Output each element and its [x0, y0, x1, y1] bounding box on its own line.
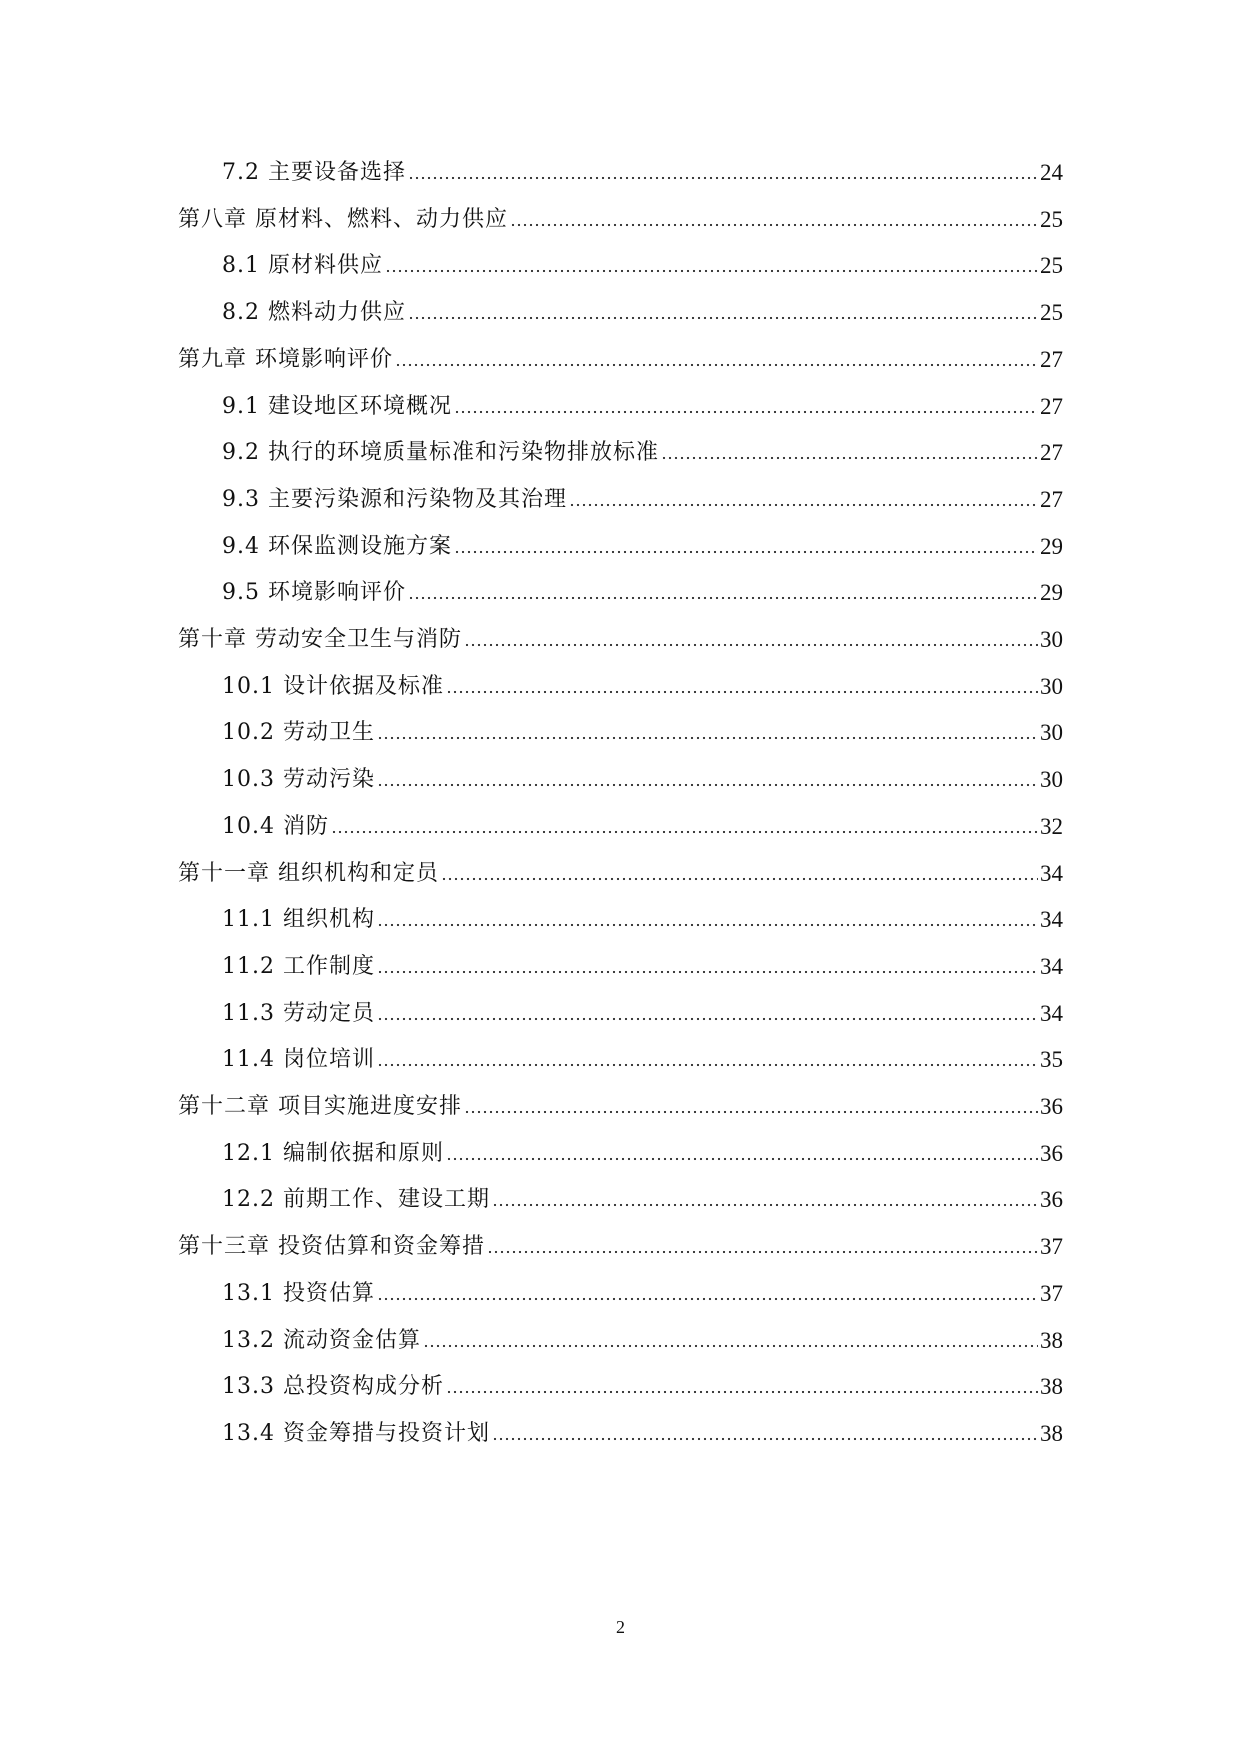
toc-entry-page: 34 — [1040, 907, 1063, 932]
dot-leader — [492, 1178, 1038, 1222]
dot-leader — [385, 244, 1038, 288]
toc-section-entry — [0, 244, 1241, 288]
toc-entry-page: 36 — [1040, 1141, 1063, 1166]
toc-entry-title: 10.4 消防 — [222, 814, 329, 839]
toc-entry-title: 9.4 环保监测设施方案 — [222, 534, 452, 559]
toc-entry-title: 13.2 流动资金估算 — [222, 1328, 421, 1353]
dot-leader — [377, 758, 1038, 802]
toc-entry-page: 36 — [1040, 1187, 1063, 1212]
dot-leader — [377, 945, 1038, 989]
toc-section-entry — [0, 525, 1241, 569]
toc-entry-title: 9.1 建设地区环境概况 — [222, 394, 452, 419]
toc-entry-title: 第十章 劳动安全卫生与消防 — [178, 627, 462, 652]
toc-entry-page: 29 — [1040, 534, 1063, 559]
toc-entry-title: 第十二章 项目实施进度安排 — [178, 1094, 462, 1119]
toc-section-entry — [0, 1272, 1241, 1316]
toc-section-entry — [0, 898, 1241, 942]
toc-entry-page: 27 — [1040, 347, 1063, 372]
dot-leader — [492, 1412, 1038, 1456]
dot-leader — [377, 711, 1038, 755]
toc-entry-title: 9.2 执行的环境质量标准和污染物排放标准 — [222, 440, 659, 465]
toc-entry-title: 11.1 组织机构 — [222, 907, 375, 932]
toc-section-entry — [0, 992, 1241, 1036]
page-number: 2 — [616, 1617, 625, 1637]
toc-section-entry — [0, 1132, 1241, 1176]
dot-leader — [487, 1225, 1038, 1269]
toc-entry-page: 34 — [1040, 861, 1063, 886]
toc-entry-title: 13.4 资金筹措与投资计划 — [222, 1421, 490, 1446]
toc-section-entry — [0, 151, 1241, 195]
toc-entry-title: 11.2 工作制度 — [222, 954, 375, 979]
toc-section-entry — [0, 1412, 1241, 1456]
toc-entry-page: 27 — [1040, 394, 1063, 419]
toc-entry-title: 10.3 劳动污染 — [222, 767, 375, 792]
toc-section-entry — [0, 1319, 1241, 1363]
toc-entry-page: 30 — [1040, 767, 1063, 792]
dot-leader — [408, 571, 1038, 615]
toc-entry-page: 25 — [1040, 300, 1063, 325]
toc-entry-title: 12.1 编制依据和原则 — [222, 1141, 444, 1166]
dot-leader — [441, 852, 1038, 896]
dot-leader — [464, 1085, 1038, 1129]
toc-entry-title: 7.2 主要设备选择 — [222, 160, 406, 185]
toc-section-entry — [0, 665, 1241, 709]
toc-entry-page: 25 — [1040, 253, 1063, 278]
dot-leader — [464, 618, 1038, 662]
toc-section-entry — [0, 945, 1241, 989]
toc-chapter-entry — [0, 1225, 1241, 1269]
toc-entry-page: 38 — [1040, 1421, 1063, 1446]
toc-section-entry — [0, 1038, 1241, 1082]
dot-leader — [454, 525, 1038, 569]
dot-leader — [454, 385, 1038, 429]
dot-leader — [446, 1132, 1038, 1176]
toc-section-entry — [0, 1178, 1241, 1222]
toc-chapter-entry — [0, 198, 1241, 242]
dot-leader — [395, 338, 1038, 382]
toc-entry-page: 30 — [1040, 627, 1063, 652]
toc-entry-title: 第十一章 组织机构和定员 — [178, 861, 439, 886]
toc-entry-title: 10.1 设计依据及标准 — [222, 674, 444, 699]
toc-entry-page: 38 — [1040, 1328, 1063, 1353]
dot-leader — [377, 992, 1038, 1036]
toc-entry-page: 34 — [1040, 1001, 1063, 1026]
toc-entry-title: 9.3 主要污染源和污染物及其治理 — [222, 487, 567, 512]
toc-entry-page: 29 — [1040, 580, 1063, 605]
toc-entry-page: 30 — [1040, 674, 1063, 699]
toc-entry-title: 11.3 劳动定员 — [222, 1001, 375, 1026]
dot-leader — [569, 478, 1038, 522]
toc-entry-title: 9.5 环境影响评价 — [222, 580, 406, 605]
toc-entry-title: 8.1 原材料供应 — [222, 253, 383, 278]
toc-entry-page: 25 — [1040, 207, 1063, 232]
toc-chapter-entry — [0, 338, 1241, 382]
toc-section-entry — [0, 805, 1241, 849]
toc-entry-page: 27 — [1040, 440, 1063, 465]
toc-section-entry — [0, 711, 1241, 755]
toc-entry-title: 11.4 岗位培训 — [222, 1047, 375, 1072]
toc-section-entry — [0, 291, 1241, 335]
toc-entry-title: 12.2 前期工作、建设工期 — [222, 1187, 490, 1212]
toc-section-entry — [0, 1365, 1241, 1409]
toc-entry-page: 24 — [1040, 160, 1063, 185]
toc-entry-page: 35 — [1040, 1047, 1063, 1072]
toc-entry-title: 第十三章 投资估算和资金筹措 — [178, 1234, 485, 1259]
toc-entry-title: 第八章 原材料、燃料、动力供应 — [178, 207, 508, 232]
dot-leader — [510, 198, 1038, 242]
toc-section-entry — [0, 758, 1241, 802]
dot-leader — [408, 151, 1038, 195]
toc-entry-page: 27 — [1040, 487, 1063, 512]
toc-entry-page: 32 — [1040, 814, 1063, 839]
dot-leader — [377, 1272, 1038, 1316]
toc-entry-page: 37 — [1040, 1234, 1063, 1259]
toc-entry-title: 13.1 投资估算 — [222, 1281, 375, 1306]
dot-leader — [408, 291, 1038, 335]
toc-chapter-entry — [0, 618, 1241, 662]
toc-entry-title: 8.2 燃料动力供应 — [222, 300, 406, 325]
dot-leader — [423, 1319, 1038, 1363]
toc-entry-page: 34 — [1040, 954, 1063, 979]
toc-chapter-entry — [0, 852, 1241, 896]
dot-leader — [377, 1038, 1038, 1082]
dot-leader — [661, 431, 1038, 475]
toc-entry-title: 13.3 总投资构成分析 — [222, 1374, 444, 1399]
toc-entry-page: 30 — [1040, 720, 1063, 745]
dot-leader — [377, 898, 1038, 942]
dot-leader — [446, 1365, 1038, 1409]
toc-section-entry — [0, 385, 1241, 429]
toc-chapter-entry — [0, 1085, 1241, 1129]
toc-entry-page: 36 — [1040, 1094, 1063, 1119]
dot-leader — [446, 665, 1038, 709]
toc-entry-title: 第九章 环境影响评价 — [178, 347, 393, 372]
toc-entry-page: 38 — [1040, 1374, 1063, 1399]
toc-entry-title: 10.2 劳动卫生 — [222, 720, 375, 745]
toc-section-entry — [0, 431, 1241, 475]
toc-entry-page: 37 — [1040, 1281, 1063, 1306]
dot-leader — [331, 805, 1038, 849]
toc-section-entry — [0, 478, 1241, 522]
toc-section-entry — [0, 571, 1241, 615]
